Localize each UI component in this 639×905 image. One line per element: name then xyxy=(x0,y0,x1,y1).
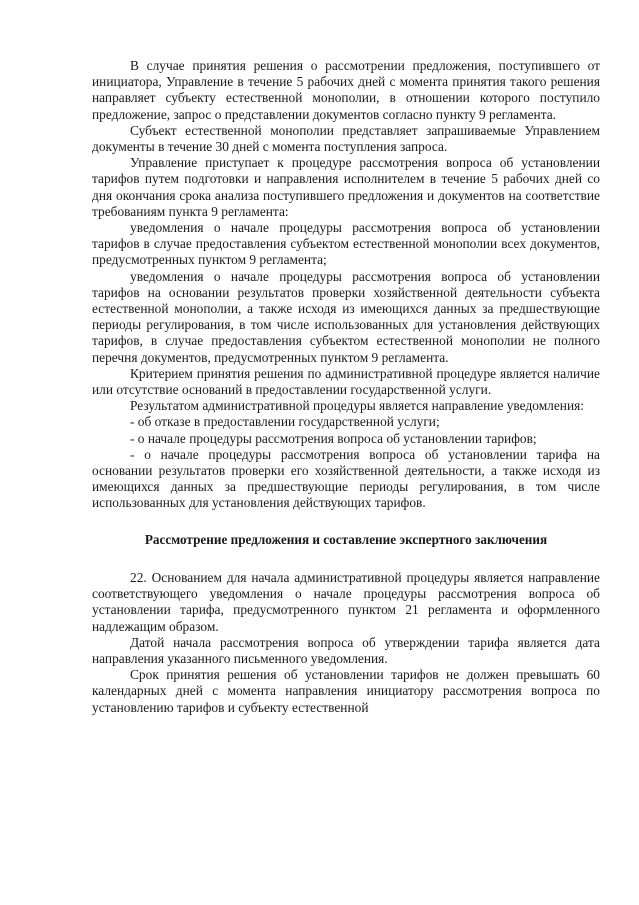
paragraph-monopoly-submits: Субъект естественной монополии представляет запрашиваемые Управлением документы в течение 30 дней с момента поступления запроса. xyxy=(92,122,600,155)
paragraph-notice-full-documents: уведомления о начале процедуры рассмотрения вопроса об установлении тарифов в случае предоставления субъектом естественной монополии всех документов, предусмотренных пунктом 9 регламента; xyxy=(92,220,600,268)
document-page xyxy=(92,58,600,716)
paragraph-notice-incomplete-documents: уведомления о начале процедуры рассмотрения вопроса об установлении тарифов на основании результатов проверки хозяйственной деятельности субъекта естественной монополии, а также исходя из имеющихся данных за предшествующие периоды регулирования, в том числе использованных для установления действующих тарифов, в случае предоставления субъектом естественной монополии не полного перечня документов, предусмотренных пунктом 9 регламента. xyxy=(92,268,600,365)
bullet-start-procedure: - о начале процедуры рассмотрения вопроса об установлении тарифов; xyxy=(130,430,537,446)
bullet-start-procedure-audit: - о начале процедуры рассмотрения вопроса об установлении тарифа на основании результатов проверки его хозяйственной деятельности, а также исходя из имеющихся данных за предшествующие периоды регулирования, в том числе использованных для установления действующих тарифов. xyxy=(92,446,600,511)
paragraph-start-date: Датой начала рассмотрения вопроса об утверждении тарифа является дата направления указанного письменного уведомления. xyxy=(92,634,600,666)
section-heading: Рассмотрение предложения и составление экспертного заключения xyxy=(144,531,548,547)
paragraph-decision-criterion: Критерием принятия решения по административной процедуре является наличие или отсутствие оснований в предоставлении государственной услуги. xyxy=(92,365,600,398)
paragraph-procedure-result: Результатом административной процедуры является направление уведомления: xyxy=(130,398,585,414)
bullet-refusal: - об отказе в предоставлении государственной услуги; xyxy=(130,414,440,430)
paragraph-request-documents: В случае принятия решения о рассмотрении предложения, поступившего от инициатора, Управление в течение 5 рабочих дней с момента принятия такого решения направляет субъекту естественной монополии, в отношении которого поступило предложение, запрос о представлении документов согласно пункту 9 регламента. xyxy=(92,58,600,122)
paragraph-decision-term: Срок принятия решения об установлении тарифов не должен превышать 60 календарных дней с момента направления инициатору рассмотрения вопроса по установлению тарифов и субъекту естественной xyxy=(92,667,600,715)
paragraph-22-basis: 22. Основанием для начала административной процедуры является направление соответствующего уведомления о начале процедуры рассмотрения вопроса об установлении тарифа, предусмотренного пунктом 21 регламента и оформленного надлежащим образом. xyxy=(92,569,600,634)
paragraph-procedure-start: Управление приступает к процедуре рассмотрения вопроса об установлении тарифов путем подготовки и направления исполнителем в течение 5 рабочих дней со дня окончания срока анализа поступившего предложения и документов на соответствие требованиям пункта 9 регламента: xyxy=(92,155,600,219)
